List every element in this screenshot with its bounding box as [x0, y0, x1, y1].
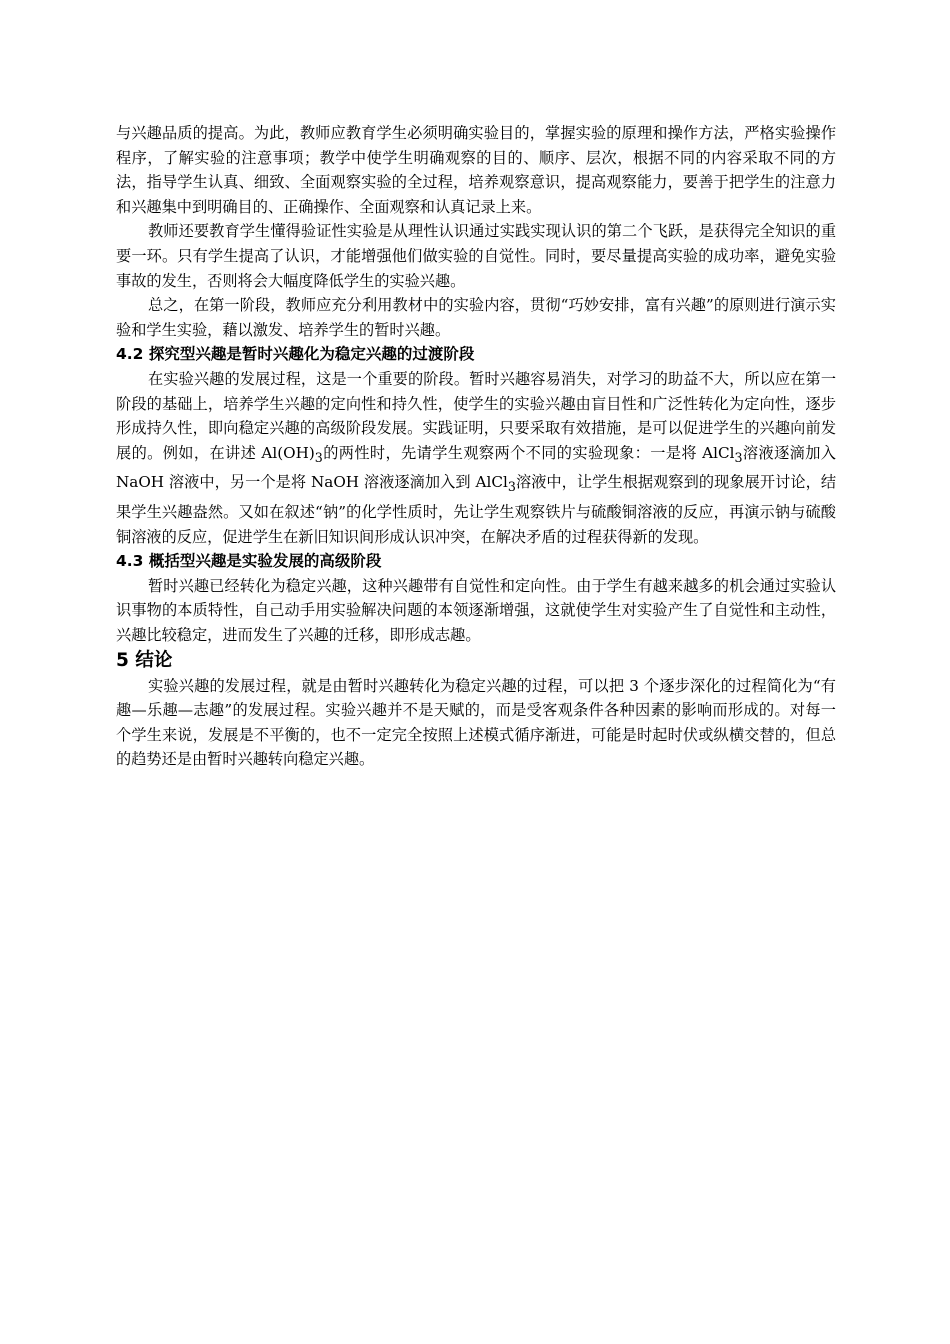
- subscript: 3: [507, 479, 516, 495]
- body-text-segment: 溶液中，让学生根据观察到的现象展开讨论，结果学生兴趣盎然。又如在叙述“钠”的化学性质时，先让学生观察铁片与硫酸铜溶液的反应，再演示钠与硫酸铜溶液的反应，促进学生在新旧知识间形成认识冲突，在解决矛盾的过程获得新的发现。: [116, 473, 837, 546]
- section-4-3-heading: 4.3 概括型兴趣是实验发展的高级阶段: [116, 552, 382, 571]
- section-5-heading: 5 结论: [116, 649, 173, 671]
- body-text-segment: 的两性时，先请学生观察两个不同的实验现象：一是将 AlCl: [322, 443, 735, 462]
- subscript: 3: [734, 449, 743, 465]
- paragraph-1: 与兴趣品质的提高。为此，教师应教育学生必须明确实验目的，掌握实验的原理和操作方法，严格实验操作程序，了解实验的注意事项；教学中使学生明确观察的目的、顺序、层次，根据不同的内容采取不同的方法，指导学生认真、细致、全面观察实验的全过程，培养观察意识，提高观察能力，要善于把学生的注意力和兴趣集中到明确目的、正确操作、全面观察和认真记录上来。: [116, 124, 836, 216]
- body-text-segment: 溶液逐滴加入 NaOH 溶液中，另一个是将 NaOH 溶液逐滴加入到 AlCl: [116, 443, 836, 492]
- paragraph-3: 总之，在第一阶段，教师应充分利用教材中的实验内容，贯彻“巧妙安排，富有兴趣”的原则进行演示实验和学生实验，藉以激发、培养学生的暂时兴趣。: [116, 296, 836, 339]
- section-4-2-body: [116, 367, 836, 549]
- section-4-2-heading: 4.2 探究型兴趣是暂时兴趣化为稳定兴趣的过渡阶段: [116, 345, 475, 364]
- subscript: 3: [314, 449, 323, 465]
- paragraph-2: 教师还要教育学生懂得验证性实验是从理性认识通过实践实现认识的第二个飞跃，是获得完全知识的重要一环。只有学生提高了认识，才能增强他们做实验的自觉性。同时，要尽量提高实验的成功率，避免实验事故的发生，否则将会大幅度降低学生的实验兴趣。: [116, 222, 836, 290]
- body-text-segment: 在实验兴趣的发展过程，这是一个重要的阶段。暂时兴趣容易消失，对学习的助益不大，所以应在第一阶段的基础上，培养学生兴趣的定向性和持久性，使学生的实验兴趣由盲目性和广泛性转化为定向性，逐步形成持久性，即向稳定兴趣的高级阶段发展。实践证明，只要采取有效措施，是可以促进学生的兴趣向前发展的。例如，在讲述 Al(OH): [116, 369, 836, 462]
- document-page: [116, 121, 836, 772]
- section-5-body: 实验兴趣的发展过程，就是由暂时兴趣转化为稳定兴趣的过程，可以把 3 个逐步深化的过程简化为“有趣—乐趣—志趣”的发展过程。实验兴趣并不是天赋的，而是受客观条件各种因素的影响而形成的。对每一个学生来说，发展是不平衡的，也不一定完全按照上述模式循序渐进，可能是时起时伏或纵横交替的，但总的趋势还是由暂时兴趣转向稳定兴趣。: [116, 676, 836, 769]
- section-4-3-body: 暂时兴趣已经转化为稳定兴趣，这种兴趣带有自觉性和定向性。由于学生有越来越多的机会通过实验认识事物的本质特性，自己动手用实验解决问题的本领逐渐增强，这就使学生对实验产生了自觉性和主动性，兴趣比较稳定，进而发生了兴趣的迁移，即形成志趣。: [116, 576, 836, 644]
